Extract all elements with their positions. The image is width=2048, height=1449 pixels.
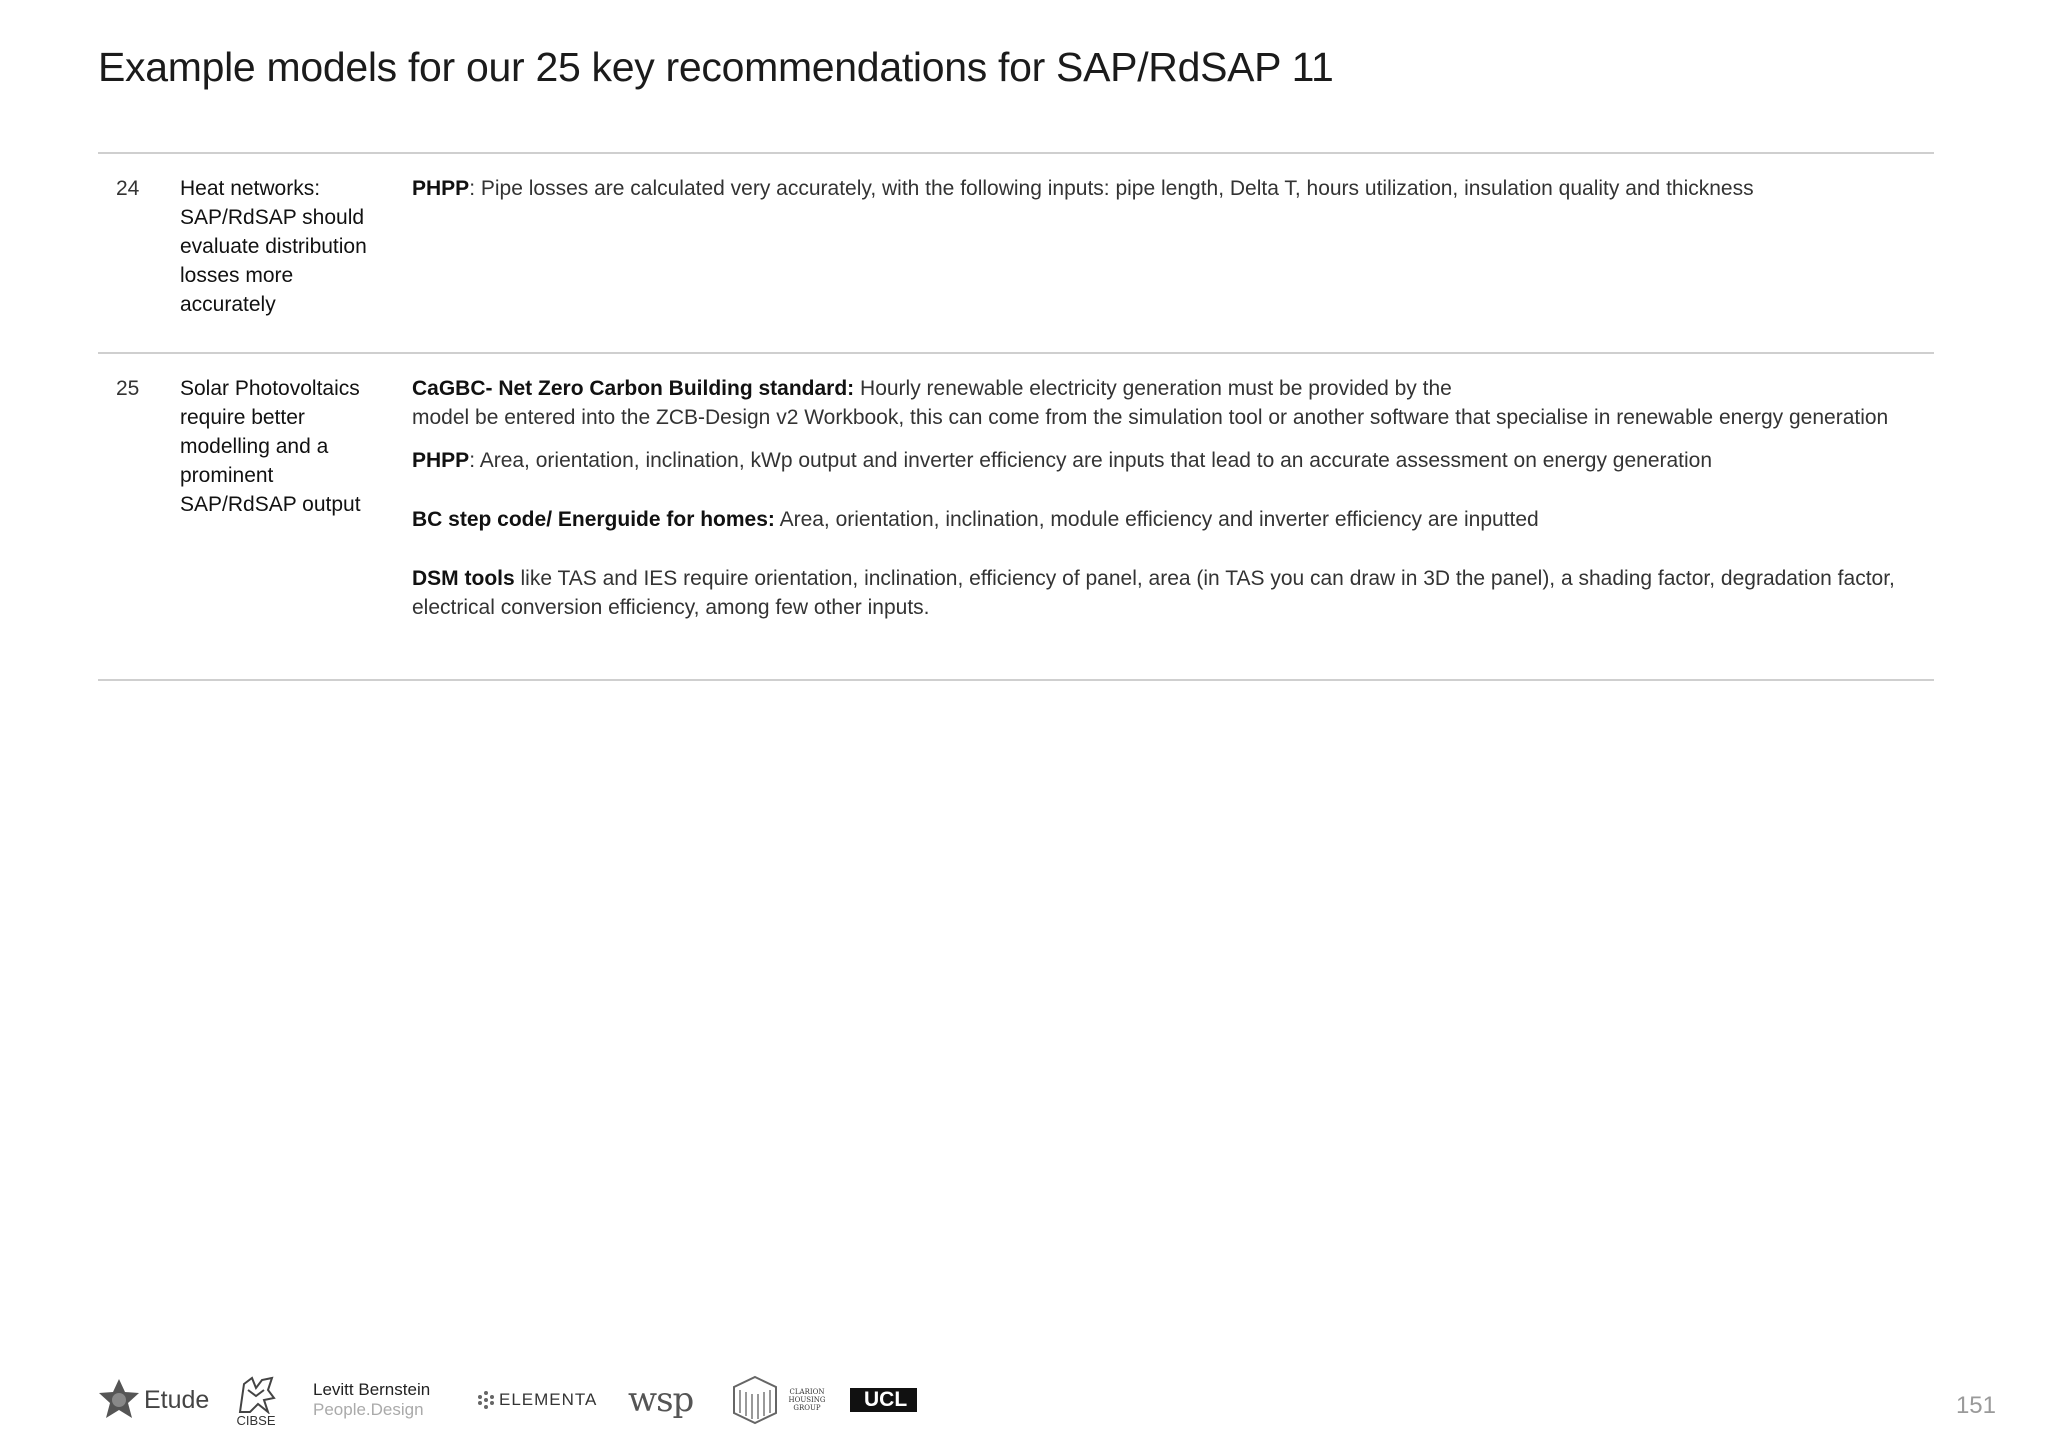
wsp-logo-text: wsp (628, 1380, 694, 1420)
clarion-logo (732, 1372, 830, 1428)
model-text-continuation: model be entered into the ZCB-Design v2 Workbook, this can come from the simulation tool or another software that specialise in renewable energy generation (412, 406, 1889, 429)
model-entry (412, 374, 1912, 432)
model-text: Hourly renewable electricity generation must be provided by the (854, 377, 1452, 400)
model-label: CaGBC- Net Zero Carbon Building standard: (412, 377, 855, 400)
model-entry (412, 174, 1912, 203)
model-entry (412, 446, 1912, 475)
levitt-bernstein-logo (313, 1372, 430, 1428)
elementa-logo-text: ELEMENTA (499, 1390, 598, 1409)
model-label: BC step code/ Energuide for homes: (412, 508, 775, 531)
cibse-logo (234, 1372, 278, 1428)
ucl-logo (850, 1372, 917, 1428)
model-text: : Pipe losses are calculated very accurately, with the following inputs: pipe length, Delta T, hours utilization, insulation quality and thickness (469, 177, 1754, 200)
partner-logos (98, 1372, 1998, 1428)
model-entry (412, 564, 1912, 622)
table-row (98, 154, 1934, 354)
model-label: PHPP (412, 449, 470, 472)
row-number: 24 (116, 177, 140, 200)
levitt-bernstein-logo-text: Levitt Bernstein (313, 1380, 431, 1399)
example-models (412, 354, 1912, 679)
row-number: 25 (116, 377, 140, 400)
etude-star-icon (98, 1377, 140, 1423)
model-text: like TAS and IES require orientation, inclination, efficiency of panel, area (in TAS you can draw in 3D the panel), a shading factor, degradation factor, electrical conversion efficiency, among few other inputs. (412, 567, 1895, 619)
recommendations-table (98, 152, 1934, 681)
recommendation-title: Solar Photovoltaics require better modelling and a prominent SAP/RdSAP output (180, 377, 361, 516)
table-row (98, 354, 1934, 681)
model-label: DSM tools (412, 567, 515, 590)
page-title: Example models for our 25 key recommendations for SAP/RdSAP 11 (98, 44, 1334, 90)
example-models (412, 154, 1912, 352)
model-entry (412, 505, 1912, 534)
model-text: Area, orientation, inclination, module efficiency and inverter efficiency are inputted (774, 508, 1539, 531)
etude-logo-text: Etude (144, 1385, 210, 1414)
levitt-bernstein-logo-subtext: People.Design (313, 1400, 424, 1419)
clarion-cube-icon (732, 1375, 778, 1425)
ucl-logo-text: UCL (850, 1388, 917, 1412)
page-number: 151 (1955, 1392, 1996, 1419)
model-text: : Area, orientation, inclination, kWp output and inverter efficiency are inputs that lead to an accurate assessment on energy generation (469, 449, 1713, 472)
wsp-logo (628, 1372, 693, 1428)
cibse-lion-icon (234, 1374, 278, 1414)
recommendation-title: Heat networks: SAP/RdSAP should evaluate distribution losses more accurately (180, 177, 367, 316)
cibse-logo-text: CIBSE (236, 1412, 276, 1428)
elementa-dots-icon (476, 1390, 496, 1410)
model-label: PHPP (412, 177, 470, 200)
clarion-logo-text: CLARION HOUSING GROUP (788, 1388, 826, 1412)
etude-logo (98, 1372, 209, 1428)
elementa-logo (476, 1372, 597, 1428)
